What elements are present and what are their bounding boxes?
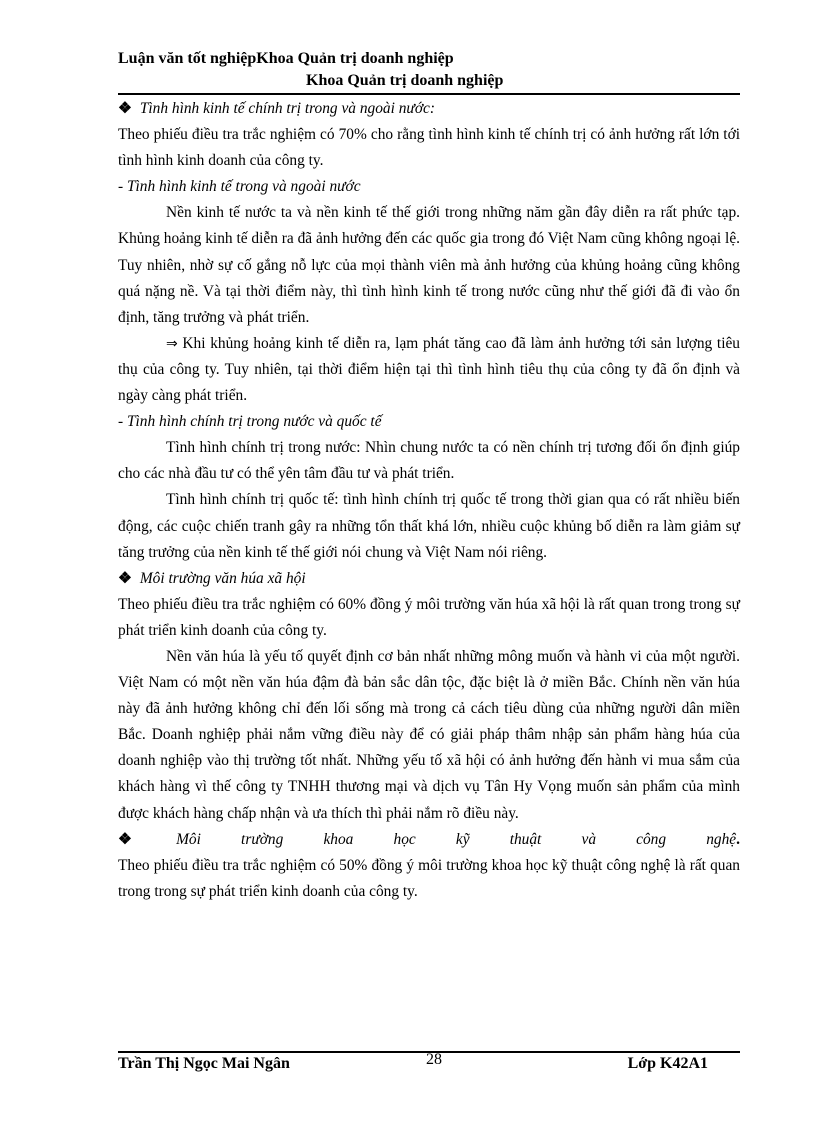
paragraph-arrow: ⇒ Khi khủng hoảng kinh tế diễn ra, lạm phát tăng cao đã làm ảnh hưởng tới sản lượng tiêu thụ của công ty. Tuy nhiên, tại thời điểm hiện tại thì tình hình tiêu thụ của công ty đã ổn định và ngày càng phát triển.	[118, 334, 740, 405]
subheading-economy: - Tình hình kinh tế trong và ngoài nước	[118, 178, 361, 196]
arrow-icon: ⇒	[166, 335, 178, 352]
section-heading-culture: ❖ Môi trường văn húa xã hội	[118, 569, 306, 587]
document-body	[118, 96, 740, 905]
header-faculty: Khoa Quản trị doanh nghiệp	[306, 72, 504, 89]
paragraph: Theo phiếu điều tra trắc nghiệm có 70% cho rằng tình hình kinh tế chính trị có ảnh hưởng rất lớn tới tình hình kinh doanh của công ty.	[118, 126, 740, 170]
paragraph: Theo phiếu điều tra trắc nghiệm có 60% đồng ý môi trường văn húa xã hội là rất quan trong trong sự phát triển kinh doanh của công ty.	[118, 595, 740, 639]
paragraph: Nền văn húa là yếu tố quyết định cơ bản nhất những mông muốn và hành vi của một người. Việt Nam có một nền văn húa đậm đà bản sắc dân tộc, đặc biệt là ở miền Bắc. Chính nền văn húa này đã ảnh hưởng không chỉ đến lối sống mà trong cả cách tiêu dùng của những người dân miền Bắc. Doanh nghiệp phải nắm vững điều này để có giải pháp thâm nhập sản phẩm hàng húa của doanh nghiệp vào thị trường tốt nhất. Những yếu tố xã hội có ảnh hưởng đến hành vi mua sắm của khách hàng vì thế công ty TNHH thương mại và dịch vụ Tân Hy Vọng muốn sản phẩm của mình được khách hàng chấp nhận và ưa thích thì phải nắm rõ điều này.	[118, 647, 740, 822]
footer-author: Trần Thị Ngọc Mai Ngân	[118, 1055, 290, 1072]
paragraph: Theo phiếu điều tra trắc nghiệm có 50% đồng ý môi trường khoa học kỹ thuật công nghệ là rất quan trong trong sự phát triển kinh doanh của công ty.	[118, 856, 740, 900]
footer-class: Lớp K42A1	[627, 1055, 708, 1072]
bullet-icon: ❖	[118, 830, 169, 848]
page-number: 28	[426, 1051, 442, 1068]
section-heading-economy-politics: ❖ Tình hình kinh tế chính trị trong và ngoài nước:	[118, 100, 435, 117]
subheading-politics: - Tình hình chính trị trong nước và quốc tế	[118, 413, 382, 431]
paragraph: Tình hình chính trị trong nước: Nhìn chung nước ta có nền chính trị tương đối ổn định giúp cho các nhà đầu tư có thể yên tâm đầu tư và phát triển.	[118, 439, 740, 483]
header-rule	[118, 93, 740, 95]
bullet-icon: ❖	[118, 569, 132, 587]
header-title: Luận văn tốt nghiệpKhoa Quản trị doanh nghiệp	[118, 50, 454, 67]
bullet-icon: ❖	[118, 100, 132, 117]
paragraph: Tình hình chính trị quốc tế: tình hình chính trị quốc tế trong thời gian qua có rất nhiều biến động, các cuộc chiến tranh gây ra những tổn thất khá lớn, nhiều cuộc khủng bố diễn ra làm giảm sự tăng trưởng của nền kinh tế thế giới nói chung và Việt Nam nói riêng.	[118, 491, 740, 561]
paragraph: Nền kinh tế nước ta và nền kinh tế thế giới trong những năm gần đây diễn ra rất phức tạp. Khủng hoảng kinh tế diễn ra đã ảnh hưởng đến các quốc gia trong đó Việt Nam cũng không ngoại lệ. Tuy nhiên, nhờ sự cố gắng nỗ lực của mọi thành viên mà ảnh hưởng của khủng hoảng cũng không quá nặng nề. Và tại thời điểm này, thì tình hình kinh tế trong nước cũng như thế giới đã đi vào ổn định, tăng trưởng và phát triển.	[118, 204, 740, 326]
section-heading-technology: ❖ Môi trường khoa học kỹ thuật và công nghệ.	[118, 830, 740, 848]
